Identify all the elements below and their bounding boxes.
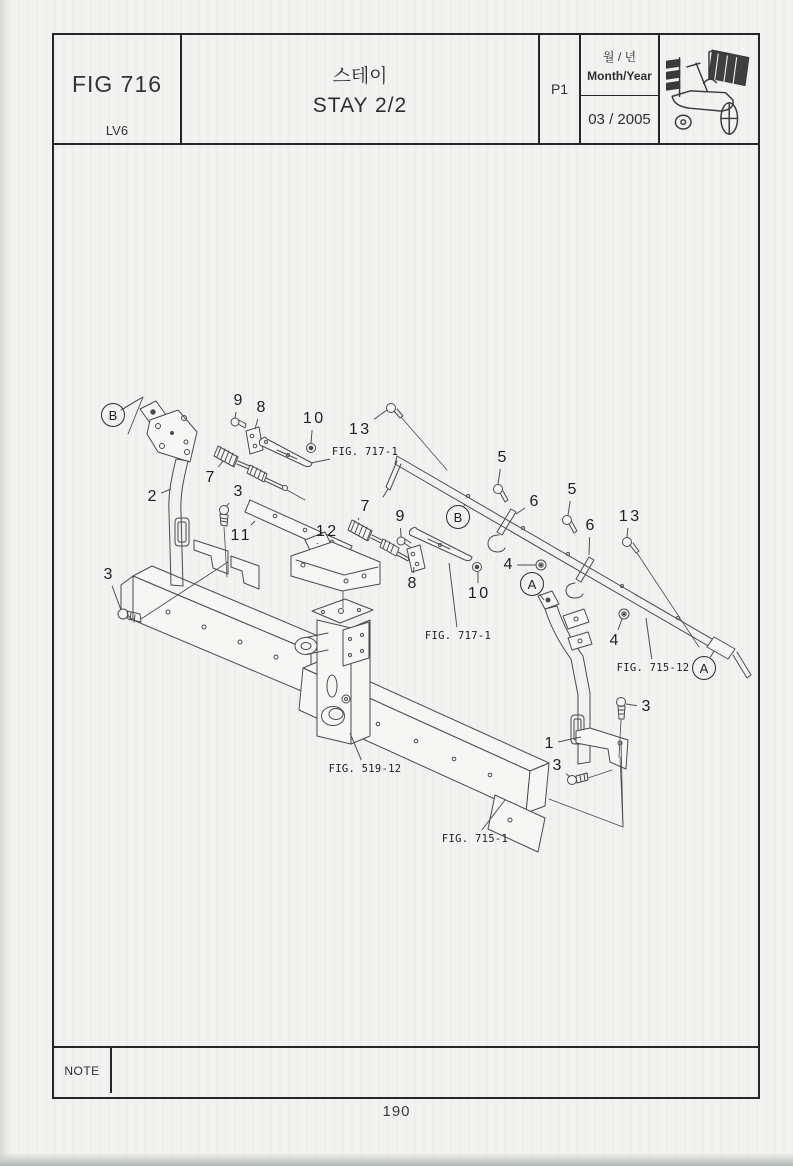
model-code: LV6 [105,123,129,138]
clamp-assembly-1-drawing [488,485,516,553]
part-number-callout-9: 9 [233,392,245,409]
figure-reference: FIG. 715-12 [616,662,690,674]
slide-bar-1-drawing [259,437,315,466]
part-number-callout-5: 5 [567,481,579,498]
part-number-callout-7: 7 [205,469,217,486]
part-number-callout-10: 10 [467,585,491,602]
note-label: NOTE [54,1048,112,1093]
part-number-callout-8: 8 [256,399,268,416]
figure-reference: FIG. 717-1 [331,446,399,458]
page-title-korean: 스테이 [332,65,388,87]
month-year-label-korean: 월 / 년 [602,49,637,64]
page-code: P1 [550,81,569,97]
section-marker-B: B [446,505,470,529]
clamp-assembly-2-drawing [563,516,595,599]
part-number-callout-5: 5 [497,449,509,466]
part-number-callout-9: 9 [395,508,407,525]
frame-beam-upper-drawing [121,566,330,695]
part-number-callout-1: 1 [544,735,556,752]
figure-reference: FIG. 715-1 [441,833,509,845]
page-number: 190 [382,1103,411,1120]
section-marker-B: B [101,403,125,427]
part-number-callout-3: 3 [103,566,115,583]
part-number-callout-13: 13 [618,508,642,525]
part-number-callout-6: 6 [585,517,597,534]
stay-left-drawing [121,397,259,589]
part-number-callout-7: 7 [360,498,372,515]
part-number-callout-11: 11 [230,527,253,544]
part-number-callout-3: 3 [552,757,564,774]
section-marker-A: A [520,572,544,596]
part-number-callout-13: 13 [348,421,372,438]
part-number-callout-8: 8 [407,575,419,592]
part-number-callout-12: 12 [315,523,339,540]
stay-right-drawing [538,591,628,827]
part-number-callout-3: 3 [641,698,653,715]
section-marker-A: A [692,656,716,680]
part-number-callout-3: 3 [233,483,245,500]
figure-number: FIG 716 [71,71,163,97]
figure-reference: FIG. 717-1 [424,630,492,642]
part-number-callout-2: 2 [147,488,159,505]
page-title-english: STAY 2/2 [312,93,408,117]
part-number-callout-10: 10 [302,410,326,427]
stay-bar-715-12-drawing [383,456,751,678]
month-year-value: 03 / 2005 [588,110,651,128]
month-year-label-english: Month/Year [587,68,652,83]
part-number-callout-4: 4 [503,556,515,573]
figure-reference: FIG. 519-12 [328,763,402,775]
part-number-callout-6: 6 [529,493,541,510]
part-number-callout-4: 4 [609,632,621,649]
